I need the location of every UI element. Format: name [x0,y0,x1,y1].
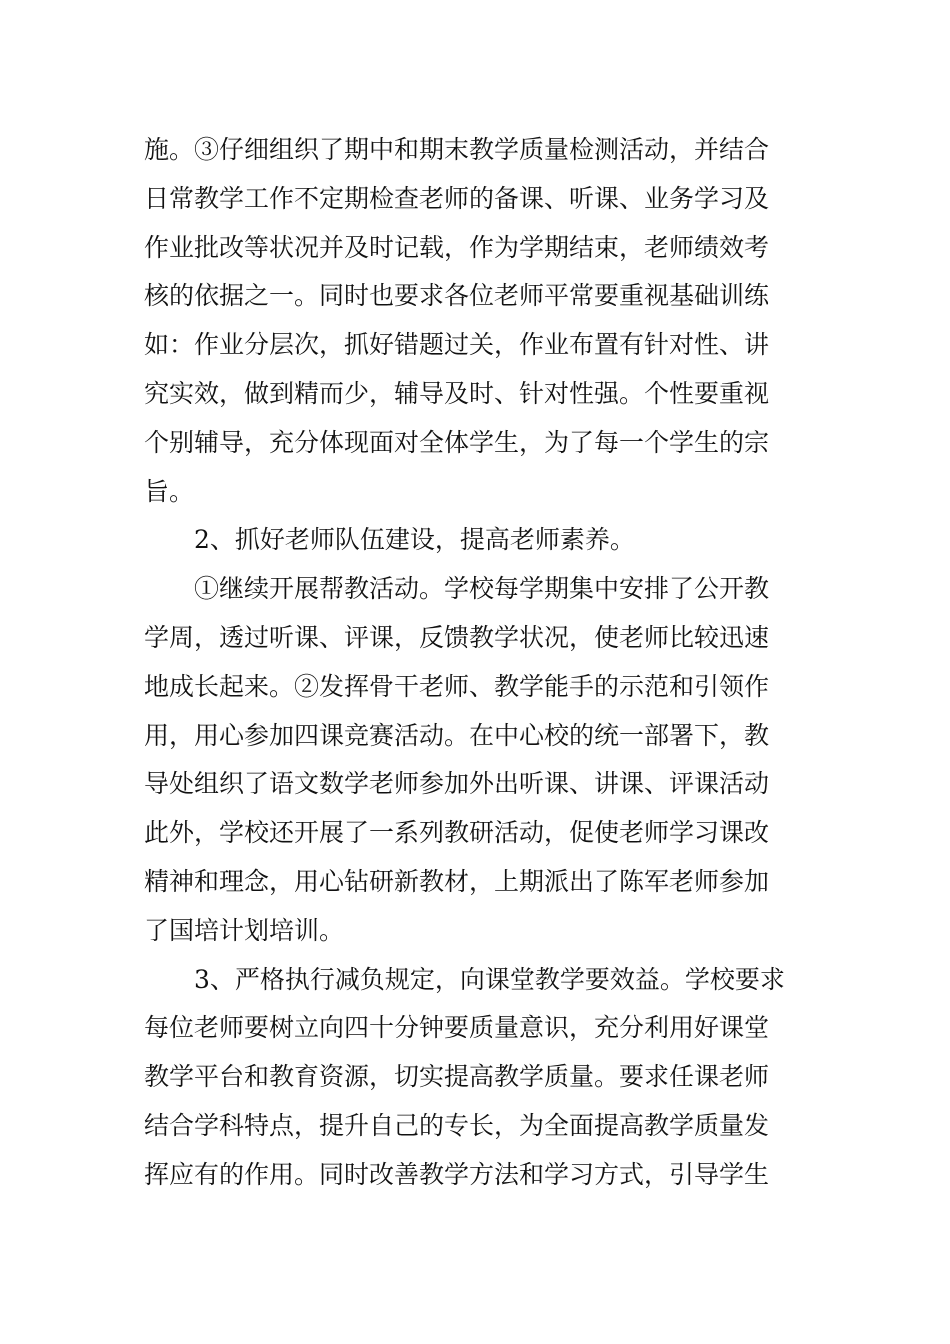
text-line: 施。③仔细组织了期中和期末教学质量检测活动，并结合 [144,135,770,164]
text-line: 个别辅导，充分体现面对全体学生，为了每一个学生的宗 [144,427,770,457]
text-line: 每位老师要树立向四十分钟要质量意识，充分利用好课堂 [144,1013,770,1043]
text-line: 2、抓好老师队伍建设，提高老师素养。 [194,525,635,555]
text-line: 日常教学工作不定期检查老师的备课、听课、业务学习及 [144,183,770,213]
text-line: 作业批改等状况并及时记载，作为学期结束，老师绩效考 [144,232,770,262]
text-line: 核的依据之一。同时也要求各位老师平常要重视基础训练 [144,281,770,311]
text-line: 了国培计划培训。 [144,915,345,945]
text-line: 精神和理念，用心钻研新教材，上期派出了陈军老师参加 [144,866,770,896]
text-line: 教学平台和教育资源，切实提高教学质量。要求任课老师 [144,1062,770,1092]
text-line: 挥应有的作用。同时改善教学方法和学习方式，引导学生 [144,1159,770,1189]
text-line: 地成长起来。②发挥骨干老师、教学能手的示范和引领作 [144,671,770,701]
text-line: 3、严格执行减负规定，向课堂教学要效益。学校要求 [194,964,785,994]
text-line: 究实效，做到精而少，辅导及时、针对性强。个性要重视 [144,378,770,408]
text-line: 旨。 [144,476,195,506]
text-line: 学周，透过听课、评课，反馈教学状况，使老师比较迅速 [144,622,770,652]
text-line: ①继续开展帮教活动。学校每学期集中安排了公开教 [194,574,770,604]
text-line: 用，用心参加四课竞赛活动。在中心校的统一部署下，教 [144,720,770,750]
body-text [144,126,812,1200]
text-line: 如：作业分层次，抓好错题过关，作业布置有针对性、讲 [144,330,770,360]
text-line: 导处组织了语文数学老师参加外出听课、讲课、评课活动 [144,769,770,799]
text-line: 此外，学校还开展了一系列教研活动，促使老师学习课改 [144,818,770,848]
text-line: 结合学科特点，提升自己的专长，为全面提高教学质量发 [144,1110,770,1140]
